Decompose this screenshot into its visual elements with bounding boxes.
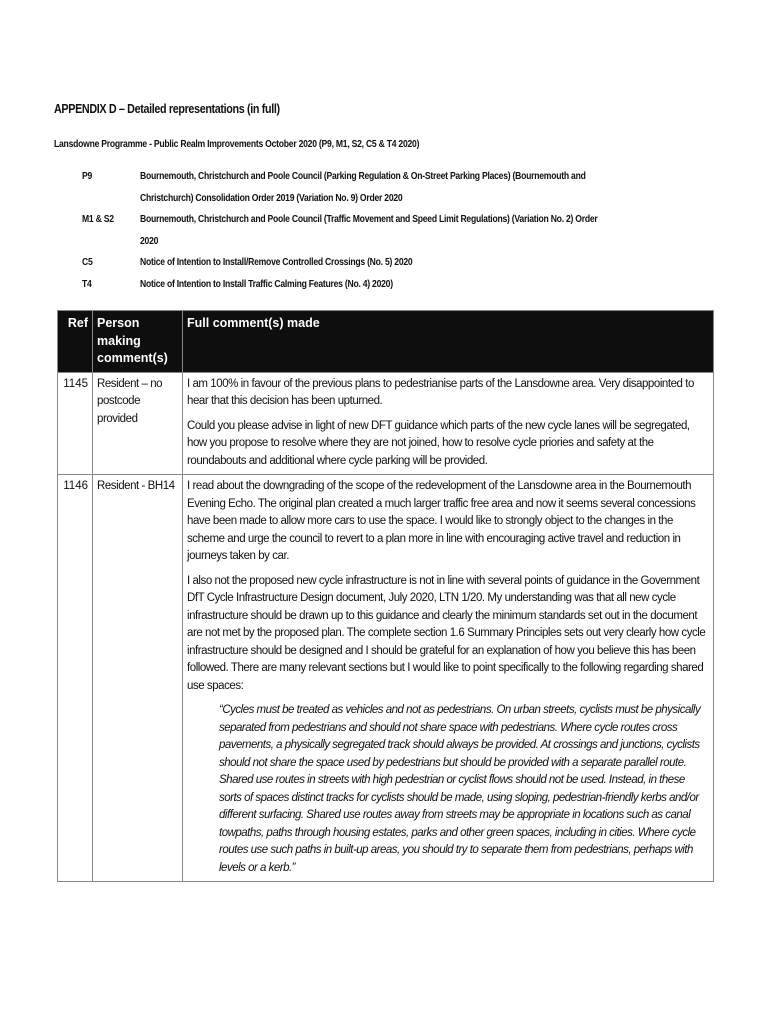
table-header-row — [58, 311, 714, 373]
representations-table — [57, 310, 714, 882]
order-description: Notice of Intention to Install/Remove Controlled Crossings (No. 5) 2020 — [140, 256, 413, 268]
order-list — [82, 166, 722, 295]
comment-paragraph: I also not the proposed new cycle infrastructure is not in line with several points of guidance in the Government DfT Cycle Infrastructure Design document, July 2020, LTN 1/20. My understanding was that all new cycle infrastructure should be drawn up to this guidance and clearly the minimum standards set out in the document are not met by the proposed plan. The complete section 1.6 Summary Principles sets out very clearly how cycle infrastructure should be designed and I should be grateful for an explanation of how you believe this has been followed. There are many relevant sections but I would like to point specifically to the following regarding shared use spaces: — [187, 574, 706, 692]
order-code: C5 — [82, 256, 93, 268]
row-comment — [183, 372, 714, 475]
order-item-c5 — [82, 252, 722, 274]
table-row — [58, 372, 714, 475]
row-ref: 1146 — [58, 475, 93, 882]
appendix-heading: APPENDIX D – Detailed representations (in full) — [54, 102, 280, 116]
programme-subheading: Lansdowne Programme - Public Realm Improvements October 2020 (P9, M1, S2, C5 & T4 2020) — [54, 138, 420, 150]
order-code: M1 & S2 — [82, 213, 114, 225]
comment-paragraph: I read about the downgrading of the scope of the redevelopment of the Lansdowne area in the Bournemouth Evening Echo. The original plan created a much larger traffic free area and now it seems several concessions have been made to allow more cars to use the space. I would like to strongly object to the changes in the scheme and urge the council to revert to a plan more in line with encouraging active travel and reduction in journeys taken by car. — [187, 480, 696, 562]
header-comment: Full comment(s) made — [183, 311, 714, 373]
order-code: P9 — [82, 170, 93, 182]
person-text: Resident – no postcode provided — [97, 377, 163, 425]
guidance-quote: “Cycles must be treated as vehicles and not as pedestrians. On urban streets, cyclists must be physically separated from pedestrians and should not share space with pedestrians. Where cycle routes cross pavements, a physically segregated track should always be provided. At crossings and junctions, cyclists should not share the space used by pedestrians but should be provided with a separate parallel route. Shared use routes in streets with high pedestrian or cyclist flows should not be used. Instead, in these sorts of spaces distinct tracks for cyclists should be made, using sloping, pedestrian-friendly kerbs and/or different surfacing. Shared use routes away from streets may be appropriate in locations such as canal towpaths, paths through housing estates, parks and other green spaces, including in cities. Where cycle routes use such paths in built-up areas, you should try to separate them from pedestrians, perhaps with levels or a kerb.” — [219, 704, 701, 874]
row-ref: 1145 — [58, 372, 93, 475]
header-person: Person making comment(s) — [93, 311, 183, 373]
row-comment — [183, 475, 714, 882]
order-description: Bournemouth, Christchurch and Poole Council (Parking Regulation & On-Street Parking Places) (Bournemouth and Christchurch) Consolidation Order 2019 (Variation No. 9) Order 2020 — [140, 170, 586, 204]
person-text: Resident - BH14 — [97, 480, 175, 492]
comment-paragraph: I am 100% in favour of the previous plans to pedestrianise parts of the Lansdowne area. Very disappointed to hear that this decision has been upturned. — [187, 377, 694, 407]
order-code: T4 — [82, 277, 92, 290]
table-row — [58, 475, 714, 882]
comment-paragraph: Could you please advise in light of new DFT guidance which parts of the new cycle lanes will be segregated, how you propose to resolve where they are not joined, how to resolve cycle priories and safety at the roundabouts and additional where cycle parking will be provided. — [187, 419, 690, 467]
row-person — [93, 475, 183, 882]
order-item-t4 — [82, 274, 722, 296]
order-item-m1-s2 — [82, 209, 722, 252]
order-description: Bournemouth, Christchurch and Poole Council (Traffic Movement and Speed Limit Regulations) (Variation No. 2) Order 2020 — [140, 213, 598, 247]
order-description: Notice of Intention to Install Traffic Calming Features (No. 4) 2020) — [140, 277, 393, 290]
row-person — [93, 372, 183, 475]
order-item-p9 — [82, 166, 722, 209]
header-ref: Ref — [58, 311, 93, 373]
